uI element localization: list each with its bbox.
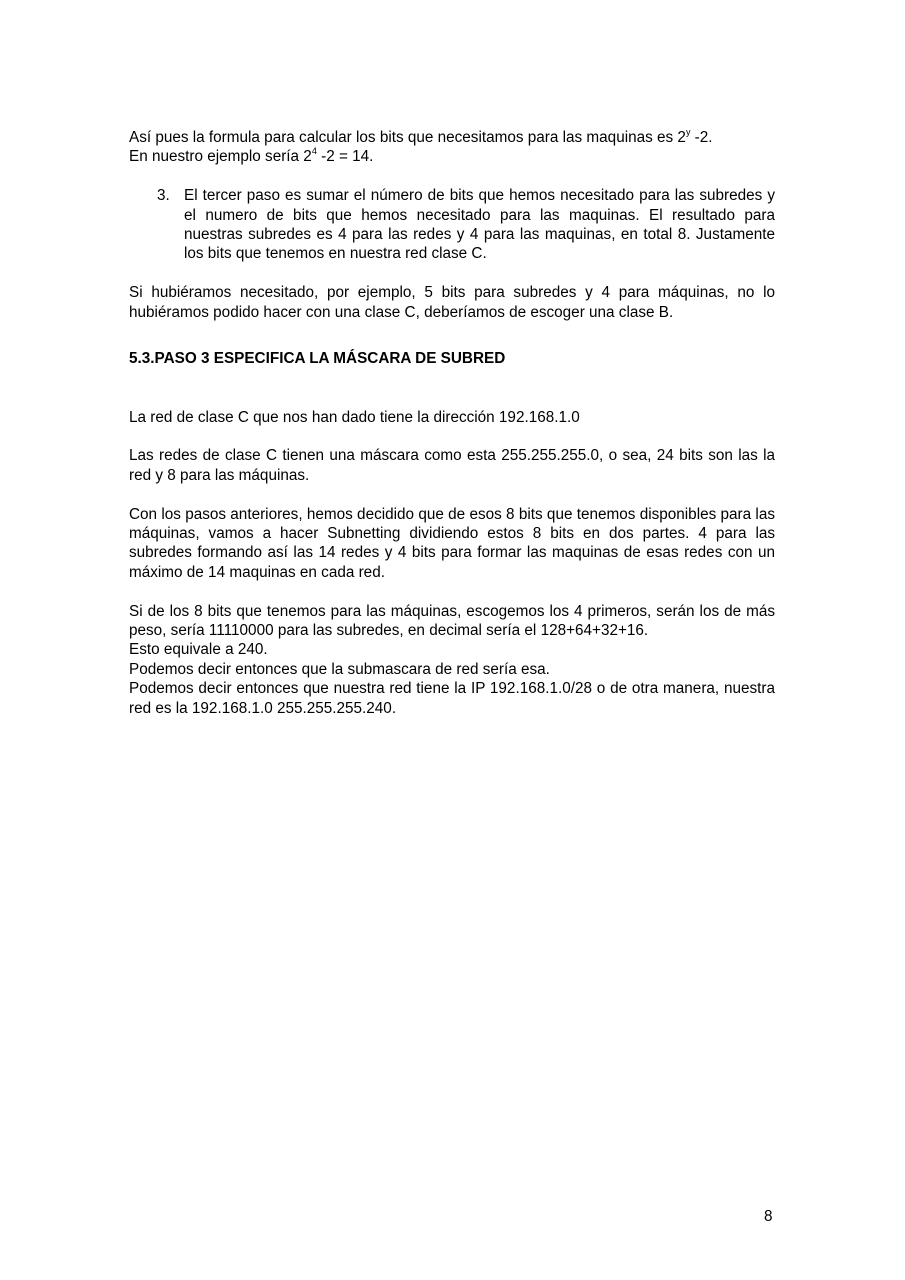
superscript-y: y xyxy=(685,126,691,137)
superscript-4: 4 xyxy=(311,146,317,157)
list-text: El tercer paso es sumar el número de bits que hemos necesitado para las subredes y el numero de bits que hemos necesitado para las maquinas. El resultado para nuestras subredes es 4 para las redes y 4 para las maquinas, en total 8. Justamente los bits que tenemos en nuestra red clase C. xyxy=(184,187,775,263)
formula-line-1: Así pues la formula para calcular los bits que necesitamos para las maquinas es 2$^y$ -2. xyxy=(129,126,713,146)
paragraph-subnetting: Con los pasos anteriores, hemos decidido que de esos 8 bits que tenemos disponibles para las máquinas, vamos a hacer Subnetting dividiendo estos 8 bits en dos partes. 4 para las subredes formando así las 14 redes y 4 bits para formar las maquinas de esas redes con un máximo de 14 maquinas en cada red. xyxy=(129,505,775,581)
list-number: 3. xyxy=(157,187,170,205)
list-item-3 xyxy=(157,186,775,264)
paragraph-network-address: La red de clase C que nos han dado tiene la dirección 192.168.1.0 xyxy=(129,408,580,426)
document-page xyxy=(129,128,775,718)
paragraph-ip: Podemos decir entonces que nuestra red tiene la IP 192.168.1.0/28 o de otra manera, nuestra red es la 192.168.1.0 255.255.255.240. xyxy=(129,680,775,717)
paragraph-class-b: Si hubiéramos necesitado, por ejemplo, 5 bits para subredes y 4 para máquinas, no lo hubiéramos podido hacer con una clase C, deberíamos de escoger una clase B. xyxy=(129,284,775,321)
line-submascara: Podemos decir entonces que la submascara de red sería esa. xyxy=(129,660,550,678)
paragraph-bits: Si de los 8 bits que tenemos para las máquinas, escogemos los 4 primeros, serán los de más peso, sería 11110000 para las subredes, en decimal sería el 128+64+32+16. xyxy=(129,602,775,640)
formula-line-2: En nuestro ejemplo sería $2^4$ -2 = 14. xyxy=(129,146,374,166)
section-heading: 5.3.PASO 3 ESPECIFICA LA MÁSCARA DE SUBRED xyxy=(129,350,506,368)
paragraph-class-c-mask: Las redes de clase C tienen una máscara como esta 255.255.255.0, o sea, 24 bits son las la red y 8 para las máquinas. xyxy=(129,447,775,484)
page-number: 8 xyxy=(764,1208,773,1225)
line-equivale: Esto equivale a 240. xyxy=(129,641,268,659)
